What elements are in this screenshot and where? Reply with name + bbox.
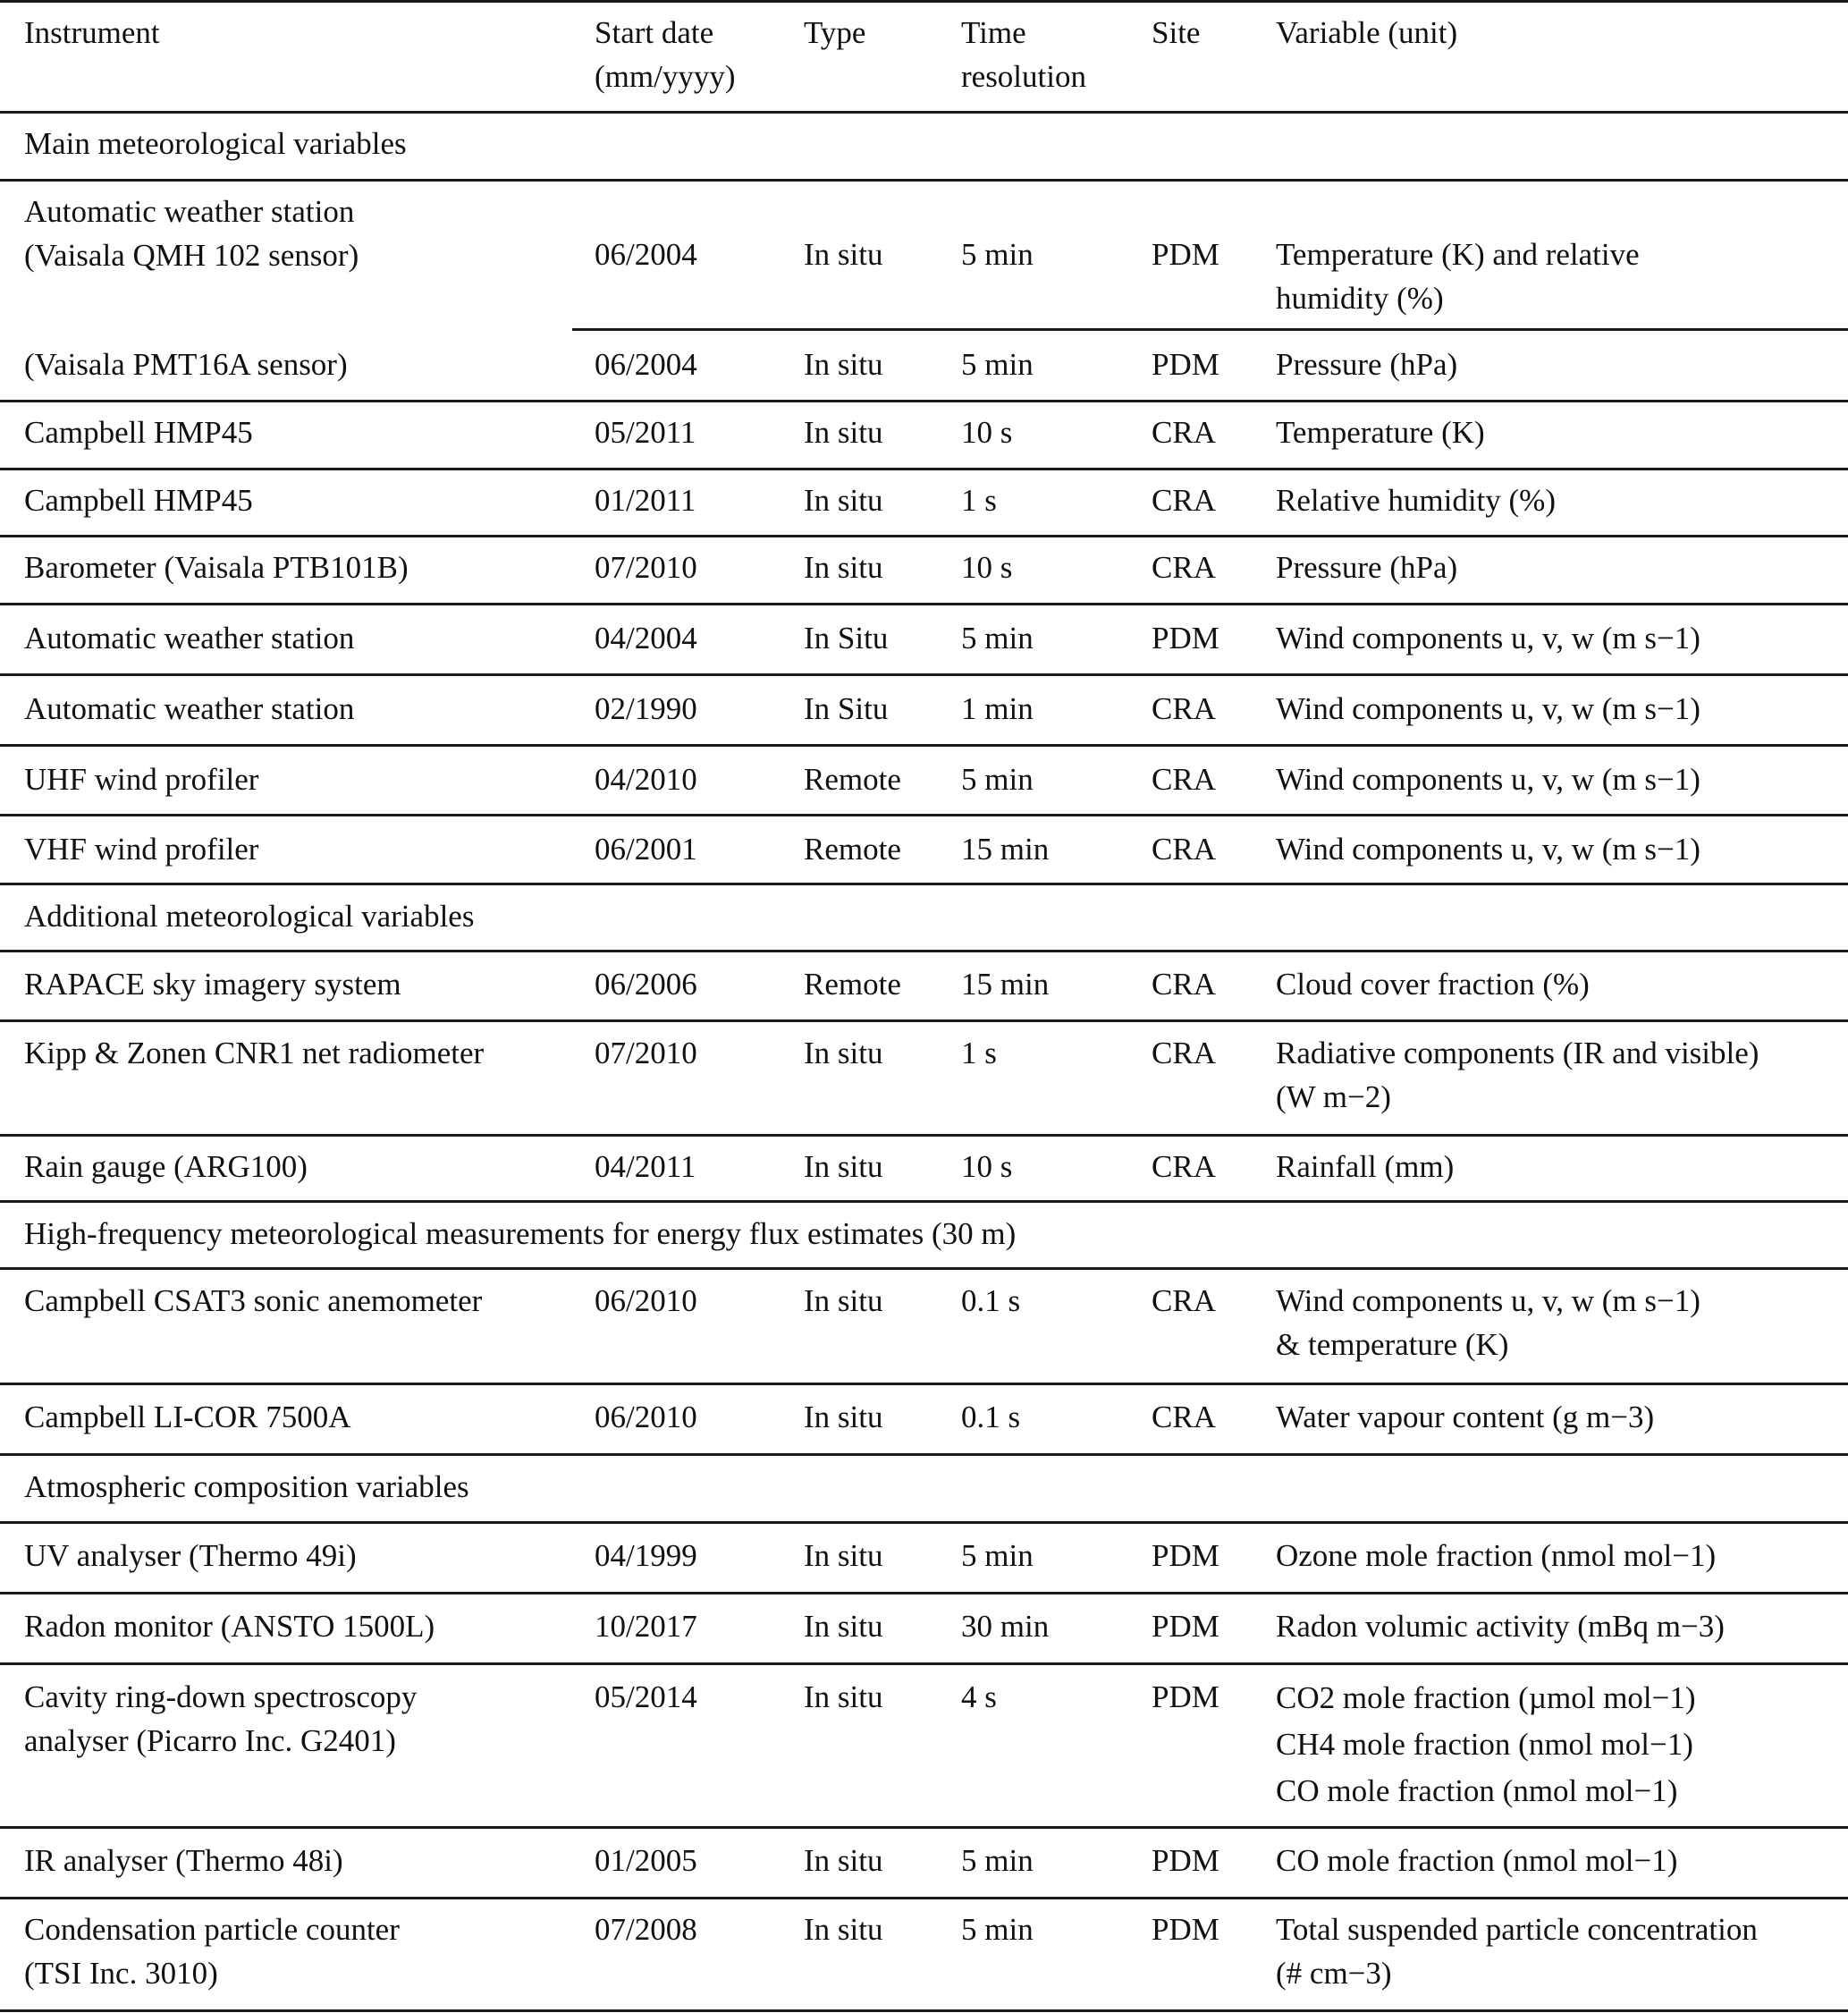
instrument-line: Automatic weather station — [24, 194, 355, 229]
header-type: Type — [804, 15, 866, 50]
section-title: Main meteorological variables — [24, 126, 407, 161]
start-date-cell: 05/2014 — [595, 1679, 697, 1714]
time-resolution-cell: 5 min — [961, 347, 1034, 382]
time-resolution-cell: 5 min — [961, 621, 1034, 655]
section-title: Atmospheric composition variables — [24, 1469, 469, 1504]
rule — [0, 1826, 1848, 1829]
time-resolution-cell: 15 min — [961, 832, 1050, 867]
variable-cell: Rainfall (mm) — [1276, 1149, 1455, 1184]
time-resolution-cell: 0.1 s — [961, 1400, 1021, 1434]
rule — [0, 950, 1848, 952]
rule — [0, 1200, 1848, 1203]
type-cell: In situ — [804, 1679, 883, 1714]
start-date-cell: 06/2004 — [595, 347, 697, 382]
variable-cell: Temperature (K) — [1276, 415, 1485, 450]
site-cell: PDM — [1152, 1912, 1219, 1947]
time-resolution-cell: 4 s — [961, 1679, 997, 1714]
type-cell: In situ — [804, 1843, 883, 1878]
site-cell: CRA — [1152, 415, 1216, 450]
site-cell: CRA — [1152, 691, 1216, 726]
type-cell: In situ — [804, 550, 883, 585]
instrument-cell: RAPACE sky imagery system — [24, 967, 401, 1002]
header-bottom-rule — [0, 111, 1848, 114]
site-cell: CRA — [1152, 967, 1216, 1002]
time-resolution-cell: 10 s — [961, 550, 1013, 585]
variable-cell: CO mole fraction (nmol mol−1) — [1276, 1843, 1678, 1878]
type-cell: In Situ — [804, 691, 889, 726]
type-cell: In situ — [804, 1609, 883, 1644]
site-cell: PDM — [1152, 1843, 1219, 1878]
site-cell: CRA — [1152, 1400, 1216, 1434]
header-time-line2: resolution — [961, 59, 1086, 94]
variable-cell: Ozone mole fraction (nmol mol−1) — [1276, 1538, 1717, 1573]
start-date-cell: 07/2010 — [595, 550, 697, 585]
type-cell: In situ — [804, 483, 883, 518]
variable-line: Radiative components (IR and visible) — [1276, 1036, 1759, 1070]
type-cell: In Situ — [804, 621, 889, 655]
instrument-cell — [24, 1907, 400, 1995]
variable-cell — [1276, 233, 1640, 320]
variable-cell: Wind components u, v, w (m s−1) — [1276, 621, 1700, 655]
type-cell: Remote — [804, 762, 901, 797]
instrument-cell — [24, 190, 359, 277]
variable-line: CH4 mole fraction (nmol mol−1) — [1276, 1727, 1693, 1762]
site-cell: PDM — [1152, 1609, 1219, 1644]
start-date-cell: 07/2008 — [595, 1912, 697, 1947]
start-date-cell: 01/2011 — [595, 483, 696, 518]
time-resolution-cell: 5 min — [961, 762, 1034, 797]
variable-line: humidity (%) — [1276, 281, 1444, 316]
type-cell: In situ — [804, 1912, 883, 1947]
header-start-date-line1: Start date — [595, 15, 714, 50]
instrument-cell: Campbell HMP45 — [24, 483, 253, 518]
variable-cell: Cloud cover fraction (%) — [1276, 967, 1590, 1002]
time-resolution-cell: 1 s — [961, 483, 997, 518]
instrument-cell: VHF wind profiler — [24, 832, 259, 867]
rule — [0, 673, 1848, 676]
header-variable: Variable (unit) — [1276, 15, 1458, 50]
instrument-line: Condensation particle counter — [24, 1912, 400, 1947]
type-cell: In situ — [804, 237, 883, 272]
rule — [0, 1267, 1848, 1270]
site-cell: CRA — [1152, 1036, 1216, 1070]
header-site: Site — [1152, 15, 1201, 50]
variable-line: & temperature (K) — [1276, 1327, 1509, 1362]
instrument-cell: (Vaisala PMT16A sensor) — [24, 347, 348, 382]
time-resolution-cell: 5 min — [961, 1843, 1034, 1878]
type-cell: In situ — [804, 347, 883, 382]
rule — [0, 535, 1848, 537]
rule — [0, 468, 1848, 470]
header-time-resolution — [961, 11, 1086, 98]
variable-cell — [1276, 1675, 1696, 1814]
type-cell: In situ — [804, 1400, 883, 1434]
instrument-line: (Vaisala QMH 102 sensor) — [24, 238, 359, 273]
type-cell: In situ — [804, 1036, 883, 1070]
site-cell: PDM — [1152, 621, 1219, 655]
rule — [0, 1897, 1848, 1899]
time-resolution-cell: 30 min — [961, 1609, 1050, 1644]
instrument-cell: Campbell HMP45 — [24, 415, 253, 450]
instrument-cell: Rain gauge (ARG100) — [24, 1149, 308, 1184]
instrument-cell: Campbell CSAT3 sonic anemometer — [24, 1283, 483, 1318]
rule — [0, 179, 1848, 182]
site-cell: CRA — [1152, 762, 1216, 797]
time-resolution-cell: 10 s — [961, 1149, 1013, 1184]
rule — [0, 1019, 1848, 1022]
site-cell: PDM — [1152, 1538, 1219, 1573]
instrument-cell: Radon monitor (ANSTO 1500L) — [24, 1609, 435, 1644]
variable-cell: Wind components u, v, w (m s−1) — [1276, 832, 1700, 867]
site-cell: PDM — [1152, 347, 1219, 382]
site-cell: CRA — [1152, 483, 1216, 518]
start-date-cell: 04/2004 — [595, 621, 697, 655]
instrument-cell: UHF wind profiler — [24, 762, 259, 797]
variable-line: (W m−2) — [1276, 1079, 1391, 1114]
instrument-line: analyser (Picarro Inc. G2401) — [24, 1723, 396, 1758]
variable-cell — [1276, 1279, 1700, 1366]
site-cell: CRA — [1152, 832, 1216, 867]
rule — [0, 814, 1848, 816]
variable-line: (# cm−3) — [1276, 1956, 1392, 1991]
instrument-cell: IR analyser (Thermo 48i) — [24, 1843, 343, 1878]
variable-cell: Wind components u, v, w (m s−1) — [1276, 762, 1700, 797]
section-title: High-frequency meteorological measurements for energy flux estimates (30 m) — [24, 1216, 1017, 1251]
partial-rule — [572, 328, 1848, 331]
instrument-line: Cavity ring-down spectroscopy — [24, 1679, 418, 1714]
header-start-date — [595, 11, 735, 98]
variable-cell — [1276, 1031, 1759, 1119]
instrument-cell: Automatic weather station — [24, 621, 355, 655]
site-cell: CRA — [1152, 1149, 1216, 1184]
variable-line: Wind components u, v, w (m s−1) — [1276, 1283, 1700, 1318]
site-cell: PDM — [1152, 237, 1219, 272]
variable-cell — [1276, 1907, 1758, 1995]
variable-line: CO mole fraction (nmol mol−1) — [1276, 1773, 1678, 1808]
instrument-cell: Kipp & Zonen CNR1 net radiometer — [24, 1036, 485, 1070]
rule — [0, 1521, 1848, 1524]
time-resolution-cell: 10 s — [961, 415, 1013, 450]
start-date-cell: 06/2006 — [595, 967, 697, 1002]
rule — [0, 1592, 1848, 1594]
type-cell: In situ — [804, 1149, 883, 1184]
rule — [0, 744, 1848, 747]
time-resolution-cell: 15 min — [961, 967, 1050, 1002]
variable-cell: Relative humidity (%) — [1276, 483, 1556, 518]
variable-cell: Pressure (hPa) — [1276, 347, 1458, 382]
variable-cell: Wind components u, v, w (m s−1) — [1276, 691, 1700, 726]
start-date-cell: 06/2010 — [595, 1400, 697, 1434]
start-date-cell: 04/2010 — [595, 762, 697, 797]
instrument-cell: Barometer (Vaisala PTB101B) — [24, 550, 409, 585]
site-cell: PDM — [1152, 1679, 1219, 1714]
type-cell: Remote — [804, 832, 901, 867]
variable-line: Temperature (K) and relative — [1276, 237, 1640, 272]
instrument-cell: UV analyser (Thermo 49i) — [24, 1538, 357, 1573]
variable-line: Total suspended particle concentration — [1276, 1912, 1758, 1947]
type-cell: In situ — [804, 1283, 883, 1318]
variable-cell: Water vapour content (g m−3) — [1276, 1400, 1655, 1434]
rule — [0, 883, 1848, 885]
site-cell: CRA — [1152, 550, 1216, 585]
rule — [0, 603, 1848, 605]
instrument-cell: Automatic weather station — [24, 691, 355, 726]
time-resolution-cell: 5 min — [961, 1912, 1034, 1947]
type-cell: In situ — [804, 415, 883, 450]
start-date-cell: 06/2004 — [595, 237, 697, 272]
rule — [0, 1383, 1848, 1385]
start-date-cell: 04/1999 — [595, 1538, 697, 1573]
header-instrument: Instrument — [24, 15, 160, 50]
start-date-cell: 05/2011 — [595, 415, 696, 450]
table-bottom-rule — [0, 2009, 1848, 2012]
table-top-rule — [0, 0, 1848, 3]
start-date-cell: 06/2001 — [595, 832, 697, 867]
start-date-cell: 01/2005 — [595, 1843, 697, 1878]
rule — [0, 1134, 1848, 1137]
header-time-line1: Time — [961, 15, 1026, 50]
instrument-cell — [24, 1675, 417, 1763]
type-cell: Remote — [804, 967, 901, 1002]
variable-line: CO2 mole fraction (µmol mol−1) — [1276, 1680, 1696, 1715]
rule — [0, 1662, 1848, 1665]
time-resolution-cell: 5 min — [961, 237, 1034, 272]
time-resolution-cell: 1 min — [961, 691, 1034, 726]
time-resolution-cell: 0.1 s — [961, 1283, 1021, 1318]
section-title: Additional meteorological variables — [24, 899, 475, 934]
time-resolution-cell: 5 min — [961, 1538, 1034, 1573]
site-cell: CRA — [1152, 1283, 1216, 1318]
time-resolution-cell: 1 s — [961, 1036, 997, 1070]
start-date-cell: 10/2017 — [595, 1609, 697, 1644]
type-cell: In situ — [804, 1538, 883, 1573]
start-date-cell: 04/2011 — [595, 1149, 696, 1184]
start-date-cell: 07/2010 — [595, 1036, 697, 1070]
instrument-line: (TSI Inc. 3010) — [24, 1956, 218, 1991]
start-date-cell: 02/1990 — [595, 691, 697, 726]
instrument-cell: Campbell LI-COR 7500A — [24, 1400, 351, 1434]
rule — [0, 400, 1848, 402]
start-date-cell: 06/2010 — [595, 1283, 697, 1318]
variable-cell: Radon volumic activity (mBq m−3) — [1276, 1609, 1725, 1644]
header-start-date-line2: (mm/yyyy) — [595, 59, 736, 94]
rule — [0, 1453, 1848, 1456]
variable-cell: Pressure (hPa) — [1276, 550, 1458, 585]
